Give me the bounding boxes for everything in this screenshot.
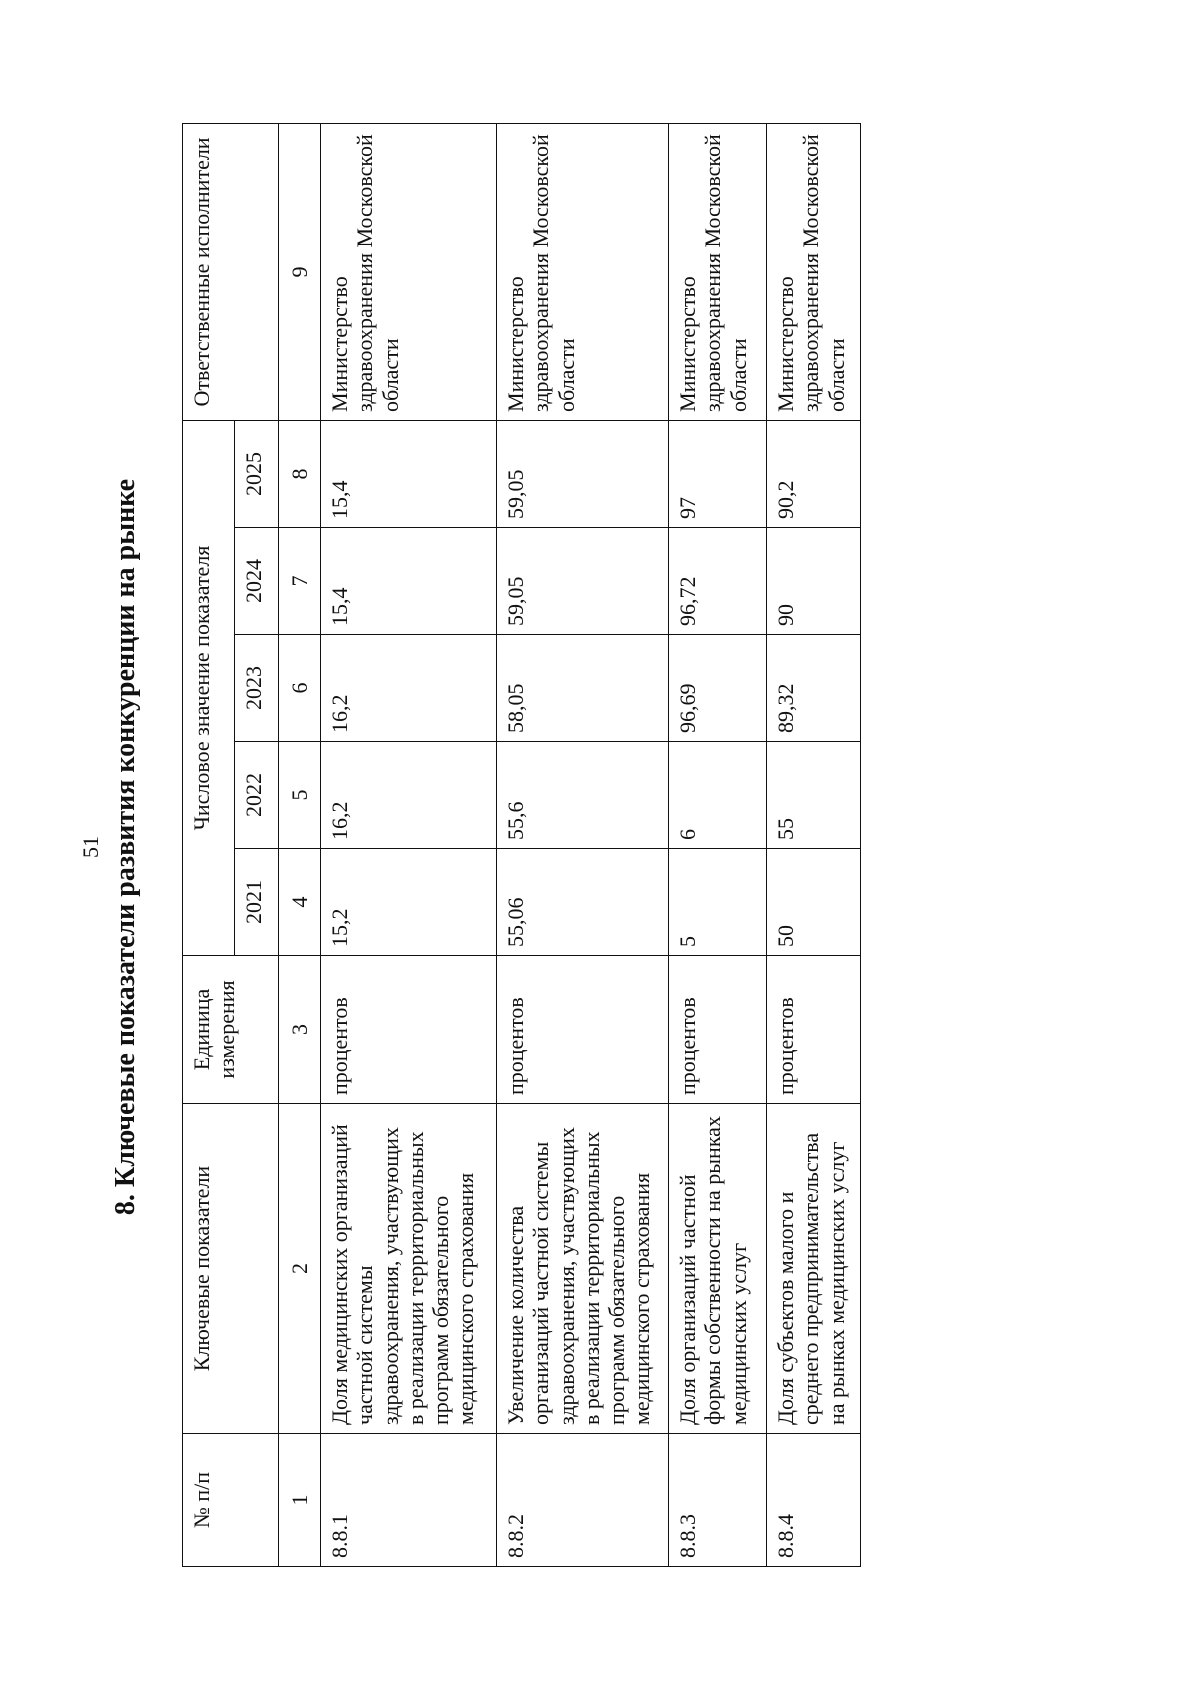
table-row bbox=[669, 123, 767, 1566]
header-indicator: Ключевые показатели bbox=[183, 1104, 279, 1434]
header-num: № п/п bbox=[183, 1434, 279, 1567]
row-value-2024: 96,72 bbox=[669, 528, 767, 635]
row-unit: процентов bbox=[669, 956, 767, 1104]
table-row bbox=[767, 123, 861, 1566]
header-value-group: Числовое значение показателя bbox=[183, 420, 235, 955]
row-value-2023: 96,69 bbox=[669, 635, 767, 742]
row-num: 8.8.4 bbox=[767, 1434, 861, 1567]
table-row bbox=[497, 123, 669, 1566]
row-indicator: Доля организаций частной формы собственности на рынках медицинских услуг bbox=[669, 1104, 767, 1434]
header-year: 2022 bbox=[235, 742, 279, 849]
column-number: 5 bbox=[279, 742, 321, 849]
header-year: 2021 bbox=[235, 849, 279, 956]
row-executor: Министерство здравоохранения Московской области bbox=[669, 123, 767, 420]
row-num: 8.8.2 bbox=[497, 1434, 669, 1567]
column-number: 3 bbox=[279, 956, 321, 1104]
row-value-2021: 5 bbox=[669, 849, 767, 956]
column-number: 8 bbox=[279, 420, 321, 527]
column-number: 7 bbox=[279, 528, 321, 635]
row-value-2025: 97 bbox=[669, 420, 767, 527]
row-indicator: Доля субъектов малого и среднего предпринимательства на рынках медицинских услуг bbox=[767, 1104, 861, 1434]
row-value-2021: 50 bbox=[767, 849, 861, 956]
header-year: 2023 bbox=[235, 635, 279, 742]
column-number: 9 bbox=[279, 123, 321, 420]
indicators-table bbox=[182, 123, 861, 1567]
row-value-2021: 15,2 bbox=[321, 849, 497, 956]
header-year: 2025 bbox=[235, 420, 279, 527]
row-unit: процентов bbox=[321, 956, 497, 1104]
column-number: 2 bbox=[279, 1104, 321, 1434]
row-indicator: Доля медицинских организаций частной системы здравоохранения, участвующих в реализации территориальных программ обязательного медицинского страхования bbox=[321, 1104, 497, 1434]
header-executors: Ответственные исполнители bbox=[183, 123, 279, 420]
row-value-2022: 55 bbox=[767, 742, 861, 849]
column-number: 1 bbox=[279, 1434, 321, 1567]
column-numbers-row bbox=[279, 123, 321, 1566]
table-row bbox=[321, 123, 497, 1566]
row-value-2021: 55,06 bbox=[497, 849, 669, 956]
row-unit: процентов bbox=[767, 956, 861, 1104]
column-number: 4 bbox=[279, 849, 321, 956]
row-value-2025: 59,05 bbox=[497, 420, 669, 527]
row-value-2022: 55,6 bbox=[497, 742, 669, 849]
page-title: 8. Ключевые показатели развития конкуренции на рынке bbox=[110, 478, 141, 1216]
row-value-2024: 59,05 bbox=[497, 528, 669, 635]
header-year: 2024 bbox=[235, 528, 279, 635]
row-num: 8.8.3 bbox=[669, 1434, 767, 1567]
row-value-2024: 15,4 bbox=[321, 528, 497, 635]
row-executor: Министерство здравоохранения Московской области bbox=[767, 123, 861, 420]
row-value-2023: 16,2 bbox=[321, 635, 497, 742]
row-value-2025: 90,2 bbox=[767, 420, 861, 527]
column-number: 6 bbox=[279, 635, 321, 742]
header-unit: Единица измерения bbox=[183, 956, 279, 1104]
row-value-2022: 16,2 bbox=[321, 742, 497, 849]
row-num: 8.8.1 bbox=[321, 1434, 497, 1567]
row-value-2023: 58,05 bbox=[497, 635, 669, 742]
row-executor: Министерство здравоохранения Московской области bbox=[497, 123, 669, 420]
page-number: 51 bbox=[78, 836, 103, 858]
row-value-2022: 6 bbox=[669, 742, 767, 849]
row-executor: Министерство здравоохранения Московской области bbox=[321, 123, 497, 420]
row-value-2025: 15,4 bbox=[321, 420, 497, 527]
row-indicator: Увеличение количества организаций частной системы здравоохранения, участвующих в реализации территориальных программ обязательного медицинского страхования bbox=[497, 1104, 669, 1434]
row-unit: процентов bbox=[497, 956, 669, 1104]
row-value-2024: 90 bbox=[767, 528, 861, 635]
row-value-2023: 89,32 bbox=[767, 635, 861, 742]
